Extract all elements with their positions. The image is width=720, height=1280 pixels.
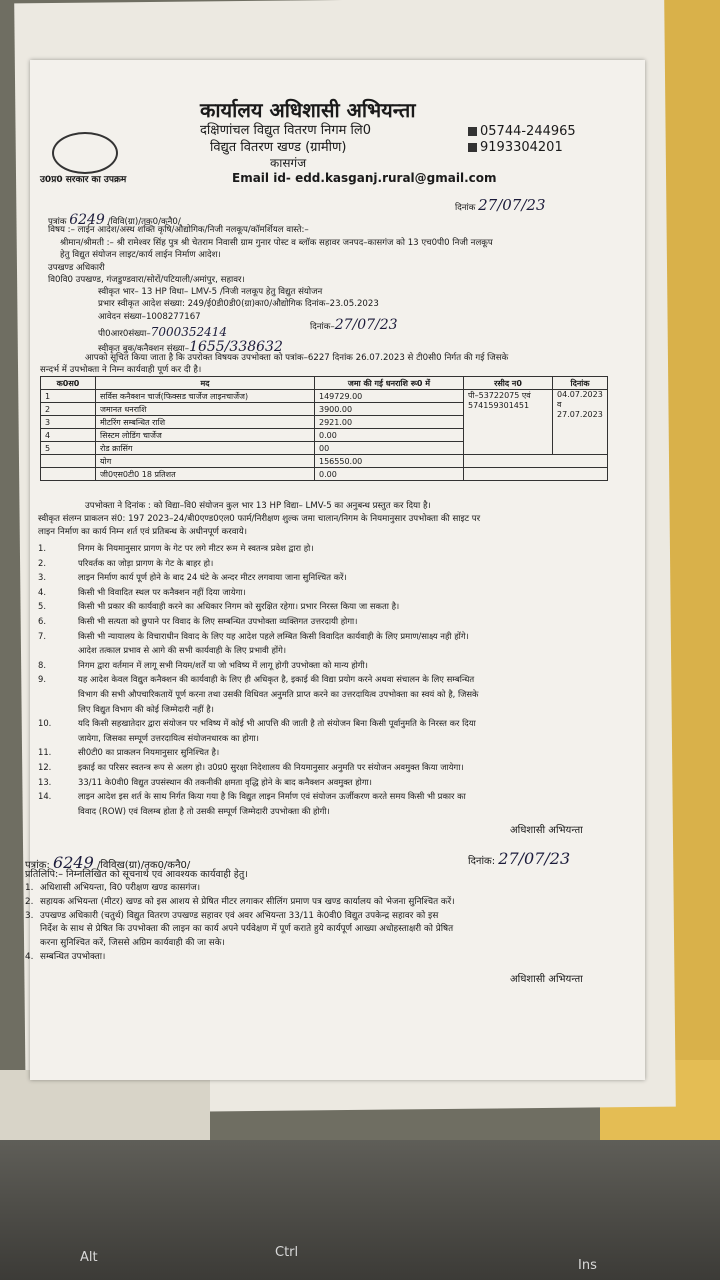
list-item: किसी भी सत्यता को छुपाने पर विवाद के लिए सम्बन्धित उपभोक्ता व्यक्तिगत उत्तरदायी होगा। [78, 616, 358, 626]
phone-2: 9193304201 [468, 141, 563, 154]
cell [464, 468, 608, 481]
list-item: किसी भी प्रकार की कार्यवाही करने का अधिकार निगम को सुरक्षित रहेगा। प्रभार निरस्त किया जा सकता है। [78, 601, 400, 612]
logo-caption: उ0प्र0 सरकार का उपक्रम [40, 175, 127, 185]
email-id: Email id- edd.kasganj.rural@gmail.com [232, 171, 497, 185]
mobile-icon [468, 143, 477, 152]
telephone-icon [468, 127, 477, 136]
cell: 2921.00 [315, 416, 464, 429]
col-amount: जमा की गई धनराशि रू0 में [315, 377, 464, 390]
cell: 00 [315, 442, 464, 455]
list-item-number: 4. [25, 952, 34, 962]
list-item-number: 12. [38, 762, 52, 772]
company-logo [52, 132, 118, 174]
col-receipt: रसीद न0 [464, 377, 553, 390]
table-row [41, 390, 608, 403]
list-item: यह आदेश केवल विद्युत कनैक्शन की कार्यवाही के लिए ही अधिकृत है, इकाई की विद्या प्रयोग करने अथवा संचालन के लिए सम्बन्धित [78, 674, 475, 685]
subject-line: विषय :– लाईन आदेश/अस्थ शक्ति कृषि/औद्योगिक/निजी नलकूप/कॉमर्शियल वास्ते:– [48, 225, 309, 235]
ins-key: Ins [578, 1258, 597, 1273]
recipient-title: उपखण्ड अधिकारी [48, 263, 105, 273]
list-item-number: 6. [38, 616, 46, 626]
sanction-order: प्रभार स्वीकृत आदेश संख्या: 249/ई0डी0डी0(ग्रा)का0/औद्योगिक दिनांक–23.05.2023 [98, 299, 379, 309]
phone-1: 05744-244965 [468, 125, 576, 138]
cell: 5 [41, 442, 96, 455]
list-item-number: 13. [38, 776, 52, 787]
letter-date: दिनांक 27/07/23 [455, 196, 546, 214]
patrank: पत्रांक 6249 /विवि(ग्रा)/तक0/कनै0/ [48, 212, 181, 228]
list-item: करना सुनिश्चित करें, जिससे अग्रिम कार्यवाही की जा सके। [40, 938, 225, 949]
cell: जी0एस0टी0 18 प्रतिशत [96, 468, 315, 481]
list-item: किसी भी न्यायालय के विचाराधीन विवाद के लिए यह आदेश पहले लम्बित किसी विवादित कार्यवाही के लिए प्रमाण/साक्ष्य नही होंगे। [78, 630, 469, 641]
cell: सर्विस कनैक्शन चार्ज(फिक्सड चार्जेज लाइनचार्जेज) [96, 390, 315, 403]
pr-number: पी0आर0संख्या–7000352414 [98, 325, 228, 339]
date-cell: 04.07.2023 व 27.07.2023 [553, 390, 608, 455]
cell: मीटरिंग सम्बन्धित राशि [96, 416, 315, 429]
copy-date: दिनांक: 27/07/23 [468, 849, 571, 868]
cell: 3900.00 [315, 403, 464, 416]
office-title: कार्यालय अधिशासी अभियन्ता [200, 98, 416, 122]
table-row [41, 455, 608, 468]
list-item: विवाद (ROW) एवं विलम्ब होता है तो उसकी सम्पूर्ण जिम्मेदारी उपभोक्ता की होगी। [78, 805, 330, 816]
list-item: आदेश तत्काल प्रभाव से आगे की सभी कार्यवाही के लिए प्रभावी होंगे। [78, 645, 286, 656]
list-item: जायेगा, जिसका सम्पूर्ण उत्तरदायित्व संयोजनधारक का होगा। [78, 732, 259, 743]
list-item-number: 5. [38, 601, 46, 612]
list-item-number: 9. [38, 674, 46, 685]
list-item-number: 8. [38, 659, 46, 670]
list-item: 33/11 के0वी0 विद्युत उपसंस्थान की तकनीकी क्षमता वृद्धि होने के बाद कनैक्शन अवमुक्त होगा। [78, 776, 372, 787]
cell [41, 455, 96, 468]
cell: 156550.00 [315, 455, 464, 468]
list-item: इकाई का परिसर स्वतन्त्र रूप से अलग हो। उ0प्र0 सुरक्षा निदेशालय की नियमानुसार अनुमति पर संयोजन अवमुक्त किया जायेगा। [78, 762, 464, 772]
city-name: कासगंज [270, 156, 307, 170]
col-date: दिनांक [553, 377, 608, 390]
division-name: विद्युत वितरण खण्ड (ग्रामीण) [210, 140, 347, 155]
list-item-number: 14. [38, 791, 52, 802]
list-item: लिए विद्युत विभाग की कोई जिम्मेदारी नहीं है। [78, 703, 214, 714]
list-item: सम्बन्धित उपभोक्ता। [40, 952, 106, 962]
cell: जमानत धनराशि [96, 403, 315, 416]
cell [464, 455, 608, 468]
list-item: निगम के नियमानुसार प्रागण के गेट पर लगे मीटर रूम मे स्वतन्त्र प्रवेश द्वारा हो। [78, 543, 314, 553]
cell: 2 [41, 403, 96, 416]
col-sno: क0स0 [41, 377, 96, 390]
cell: योग [96, 455, 315, 468]
list-item-number: 10. [38, 718, 52, 729]
table-row [41, 468, 608, 481]
cell: रोड क्रासिंग [96, 442, 315, 455]
list-item-number: 3. [38, 572, 46, 583]
cell: सिस्टम लोडिंग चार्जेज [96, 429, 315, 442]
copy-heading: प्रतिलिपि:– निम्नलिखित को सूचनार्थ एवं आवश्यक कार्यवाही हेतु। [25, 869, 248, 880]
sanctioned-load: स्वीकृत भार– 13 HP विधा– LMV-5 /निजी नलकूप हेतु विद्युत संयोजन [98, 287, 323, 297]
list-item-number: 3. [25, 910, 34, 921]
list-item: सी0टी0 का प्राकलन नियमानुसार सुनिश्चित है। [78, 747, 220, 758]
receipt-cell: पी–53722075 एवं 574159301451 [464, 390, 553, 455]
cell: 3 [41, 416, 96, 429]
addressee-line-1: श्रीमान/श्रीमती :– श्री रामेश्वर सिंह पुत्र श्री चेतराम निवासी ग्राम गुनार पोस्ट व ब्लॉक सहावर जनपद–कासगंज को 13 एच0पी0 निजी नलकूप [60, 238, 493, 248]
list-item-number: 1. [38, 543, 46, 553]
list-item: परिवर्तक का जोड़ा प्रागण के गेट के बाहर हो। [78, 557, 214, 568]
list-item: लाइन आदेश इस शर्त के साथ निर्गत किया गया है कि विद्युत लाइन निर्माण एवं संयोजन ऊर्जीकरण करते समय किसी भी प्रकार का [78, 791, 466, 802]
copy-patrank: पत्रांक: 6249 /विविख(ग्रा)/तक0/कनै0/ [25, 853, 191, 872]
list-item: यदि किसी सहखातेदार द्वारा संयोजन पर भविष्य में कोई भी आपत्ति की जाती है तो संयोजन बिना किसी पूर्वानुमति के निरस्त कर दिया [78, 718, 476, 729]
list-item-number: 7. [38, 630, 46, 641]
org-name: दक्षिणांचल विद्युत वितरण निगम लि0 [200, 123, 371, 138]
list-item-number: 11. [38, 747, 52, 758]
cell: 149729.00 [315, 390, 464, 403]
cell: 0.00 [315, 429, 464, 442]
signatory-2: अधिशासी अभियन्ता [510, 974, 583, 985]
body-para-2: स्वीकृत संलग्न प्राकलन सं0: 197 2023–24/बी0एण्ड0एल0 फार्म/निरीक्षण शुल्क जमा चालान/निगम के नियमानुसार उपभोक्ता की साइट पर [38, 514, 481, 524]
list-item: किसी भी विवादित स्थल पर कनैक्शन नहीं दिया जायेगा। [78, 586, 246, 597]
list-item: विभाग की सभी औपचारिकतायें पूर्ण करना तथा उसकी विधिवत अनुमति प्राप्त करने का उत्तरदायित्व उपभोक्ता का स्वयं को है, जिसके [78, 689, 479, 699]
list-item: उपखण्ड अधिकारी (चतुर्थ) विद्युत वितरण उपखण्ड सहावर एवं अवर अभियन्ता 33/11 के0वी0 विद्युत उपकेन्द्र सहावर को इस [40, 910, 439, 921]
list-item: निगम द्वारा वर्तमान में लागू सभी नियम/शर्तें या जो भविष्य में लागू होगी उपभोक्ता को मान्य होगी। [78, 659, 368, 670]
list-item-number: 1. [25, 883, 34, 893]
list-item: निर्देश के साथ से प्रेषित कि उपभोक्ता की लाइन का कार्य अपने पर्यवेक्षण में पूर्ण कराते हुये कार्यपूर्ण आख्या अधोहस्ताक्षरी को प्रेषित [40, 924, 454, 935]
signatory-1: अधिशासी अभियन्ता [510, 825, 583, 836]
ctrl-key: Ctrl [275, 1245, 299, 1260]
keyboard-edge [0, 1140, 720, 1280]
list-item: लाइन निर्माण कार्य पूर्ण होने के बाद 24 घंटे के अन्दर मीटर लगवाया जाना सुनिश्चित करें। [78, 572, 347, 583]
cell [41, 468, 96, 481]
body-para-1: उपभोक्ता ने दिनांक : को विद्या–वि0 संयोजन कुल भार 13 HP विद्या– LMV-5 का अनुबन्ध प्रस्तुत कर दिया है। [85, 501, 431, 511]
alt-key: Alt [80, 1250, 98, 1265]
col-item: मद [96, 377, 315, 390]
list-item: सहायक अभियन्ता (मीटर) खण्ड को इस आशय से प्रेषित मीटर लगाकर सीलिंग प्रमाण पत्र खण्ड कार्यालय को भेजना सुनिश्चित करें। [40, 896, 455, 907]
payment-table [40, 376, 608, 481]
cell: 0.00 [315, 468, 464, 481]
table-header-row [41, 377, 608, 390]
intro-line-1: आपको सूचित किया जाता है कि उपरोक्त विषयक उपभोक्ता को पत्रांक–6227 दिनांक 26.07.2023 से टी0सी0 निर्गत की गई जिसके [85, 353, 509, 363]
book-number: स्वीकृत बुक/कनैक्शन संख्या–1655/338632 [98, 339, 283, 355]
list-item: अधिशासी अभियन्ता, वि0 परीक्षण खण्ड कासगंज। [40, 883, 201, 893]
application-number: आवेदन संख्या–1008277167 [98, 312, 201, 322]
addressee-line-2: हेतु विद्युत संयोजन लाइट/कार्य लाईन निर्माण आदेश। [60, 250, 221, 260]
list-item-number: 2. [38, 557, 46, 568]
pr-date: दिनांक–27/07/23 [310, 317, 398, 333]
cell: 4 [41, 429, 96, 442]
intro-line-2: सन्दर्भ में उपभोक्ता ने निम्न कार्यवाही पूर्ण कर दी है। [40, 365, 202, 375]
list-item-number: 4. [38, 586, 46, 597]
body-para-3: लाइन निर्माण का कार्य निम्न शर्त एवं प्रतिबन्ध के अधीनपूर्ण करवाये। [38, 527, 247, 537]
list-item-number: 2. [25, 896, 34, 907]
recipient-office: वि0वि0 उपखण्ड, गंजडुण्डवारा/सोरों/पटियाली/अमांपुर, सहावर। [48, 275, 245, 285]
cell: 1 [41, 390, 96, 403]
